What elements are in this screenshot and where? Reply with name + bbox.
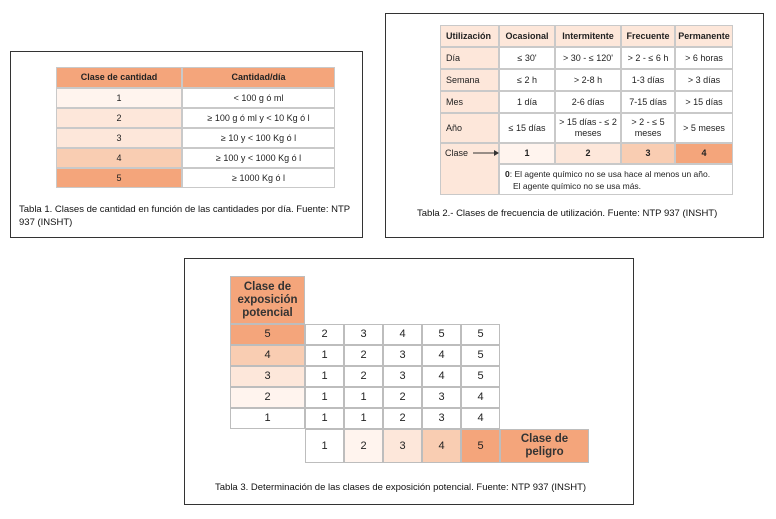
table1-row3-clase: 3 [56,128,182,148]
table3-row-label-3: 3 [230,366,305,387]
table2-row-dia-label: Día [440,47,499,69]
table3-panel [184,258,634,505]
table3-cell: 3 [422,408,461,429]
table2-note-line2: El agente químico no se usa más. [513,181,642,191]
table1-header-cantidad: Cantidad/día [182,67,335,88]
table1-row5-clase: 5 [56,168,182,188]
table2-row-dia-intermitente: > 30 - ≤ 120' [555,47,621,69]
table2-clase-label-wrap [445,148,499,158]
table3-cell: 2 [344,366,383,387]
table2-row-mes-frecuente: 7-15 días [621,91,675,113]
table1-caption: Tabla 1. Clases de cantidad en función de las cantidades por día. Fuente: NTP 937 (INSHT) [19,204,350,228]
table2-row-semana-label: Semana [440,69,499,91]
table2-clase-1: 1 [499,143,555,164]
table3-col-label-5: 5 [461,429,500,463]
table3-col-label-3: 3 [383,429,422,463]
table1-panel [10,51,363,238]
table2-header-ocasional: Ocasional [499,25,555,47]
table3-cell: 2 [305,324,344,345]
table1-row3-cantidad: ≥ 10 y < 100 Kg ó l [182,128,335,148]
table3-cell: 4 [383,324,422,345]
table3-cell: 1 [305,345,344,366]
table3-cell: 1 [344,408,383,429]
table3-cell: 1 [305,387,344,408]
table2-clase-label: Clase [445,148,469,158]
table1-row1-cantidad: < 100 g ó ml [182,88,335,108]
table2-row-semana-intermitente: > 2-8 h [555,69,621,91]
table2-note [499,164,733,195]
table3-cell: 3 [383,345,422,366]
arrow-right-icon [473,149,499,157]
table2-clase-3: 3 [621,143,675,164]
table3-cell: 3 [422,387,461,408]
table3-col-label-4: 4 [422,429,461,463]
table3-row-label-5: 5 [230,324,305,345]
table2-row-ano-ocasional: ≤ 15 días [499,113,555,143]
table2-row-ano-permanente: > 5 meses [675,113,733,143]
table3-cell: 1 [305,366,344,387]
table2-panel [385,13,764,238]
table2-row-mes-ocasional: 1 día [499,91,555,113]
table3-col-header: Clase de peligro [500,429,589,463]
table1-row5-cantidad: ≥ 1000 Kg ó l [182,168,335,188]
table3-row-label-4: 4 [230,345,305,366]
table3-cell: 3 [344,324,383,345]
table1-row2-cantidad: ≥ 100 g ó ml y < 10 Kg ó l [182,108,335,128]
table2-note-line1: : El agente químico no se usa hace al menos un año. [509,169,711,179]
table2-clase-4: 4 [675,143,733,164]
table3-cell: 5 [422,324,461,345]
table3-cell: 1 [305,408,344,429]
table2-note-code: 0 [505,169,510,179]
table3-caption: Tabla 3. Determinación de las clases de exposición potencial. Fuente: NTP 937 (INSHT) [215,482,587,493]
table2-row-mes-label: Mes [440,91,499,113]
table3-cell: 5 [461,345,500,366]
table3-cell: 5 [461,366,500,387]
table3-row-header: Clase de exposición potencial [230,276,305,324]
table3-col-label-2: 2 [344,429,383,463]
table1-row2-clase: 2 [56,108,182,128]
table3-cell: 5 [461,324,500,345]
table2-row-ano-label: Año [440,113,499,143]
table3-cell: 2 [383,387,422,408]
table2-header-utilizacion: Utilización [440,25,499,47]
table3-cell: 2 [344,345,383,366]
table2-row-mes-intermitente: 2-6 días [555,91,621,113]
table2-row-semana-ocasional: ≤ 2 h [499,69,555,91]
table2-row-dia-permanente: > 6 horas [675,47,733,69]
table3-cell: 4 [461,387,500,408]
table2-header-permanente: Permanente [675,25,733,47]
table3-cell: 4 [422,345,461,366]
table3-cell: 1 [344,387,383,408]
table3-col-label-1: 1 [305,429,344,463]
table2-row-ano-intermitente: > 15 días - ≤ 2 meses [555,113,621,143]
table1-row4-cantidad: ≥ 100 y < 1000 Kg ó l [182,148,335,168]
table3-cell: 4 [422,366,461,387]
table2-header-frecuente: Frecuente [621,25,675,47]
table3-cell: 4 [461,408,500,429]
table2-row-dia-frecuente: > 2 - ≤ 6 h [621,47,675,69]
table3-cell: 3 [383,366,422,387]
table2-header-intermitente: Intermitente [555,25,621,47]
table3-row-label-2: 2 [230,387,305,408]
table1-row1-clase: 1 [56,88,182,108]
table2-row-mes-permanente: > 15 días [675,91,733,113]
table2-row-ano-frecuente: > 2 - ≤ 5 meses [621,113,675,143]
table3-cell: 2 [383,408,422,429]
table1-header-clase: Clase de cantidad [56,67,182,88]
table2-row-dia-ocasional: ≤ 30' [499,47,555,69]
table2-row-semana-frecuente: 1-3 días [621,69,675,91]
table2-caption: Tabla 2.- Clases de frecuencia de utilización. Fuente: NTP 937 (INSHT) [417,208,718,219]
table3-row-label-1: 1 [230,408,305,429]
table2-clase-2: 2 [555,143,621,164]
table1-row4-clase: 4 [56,148,182,168]
table2-row-semana-permanente: > 3 días [675,69,733,91]
